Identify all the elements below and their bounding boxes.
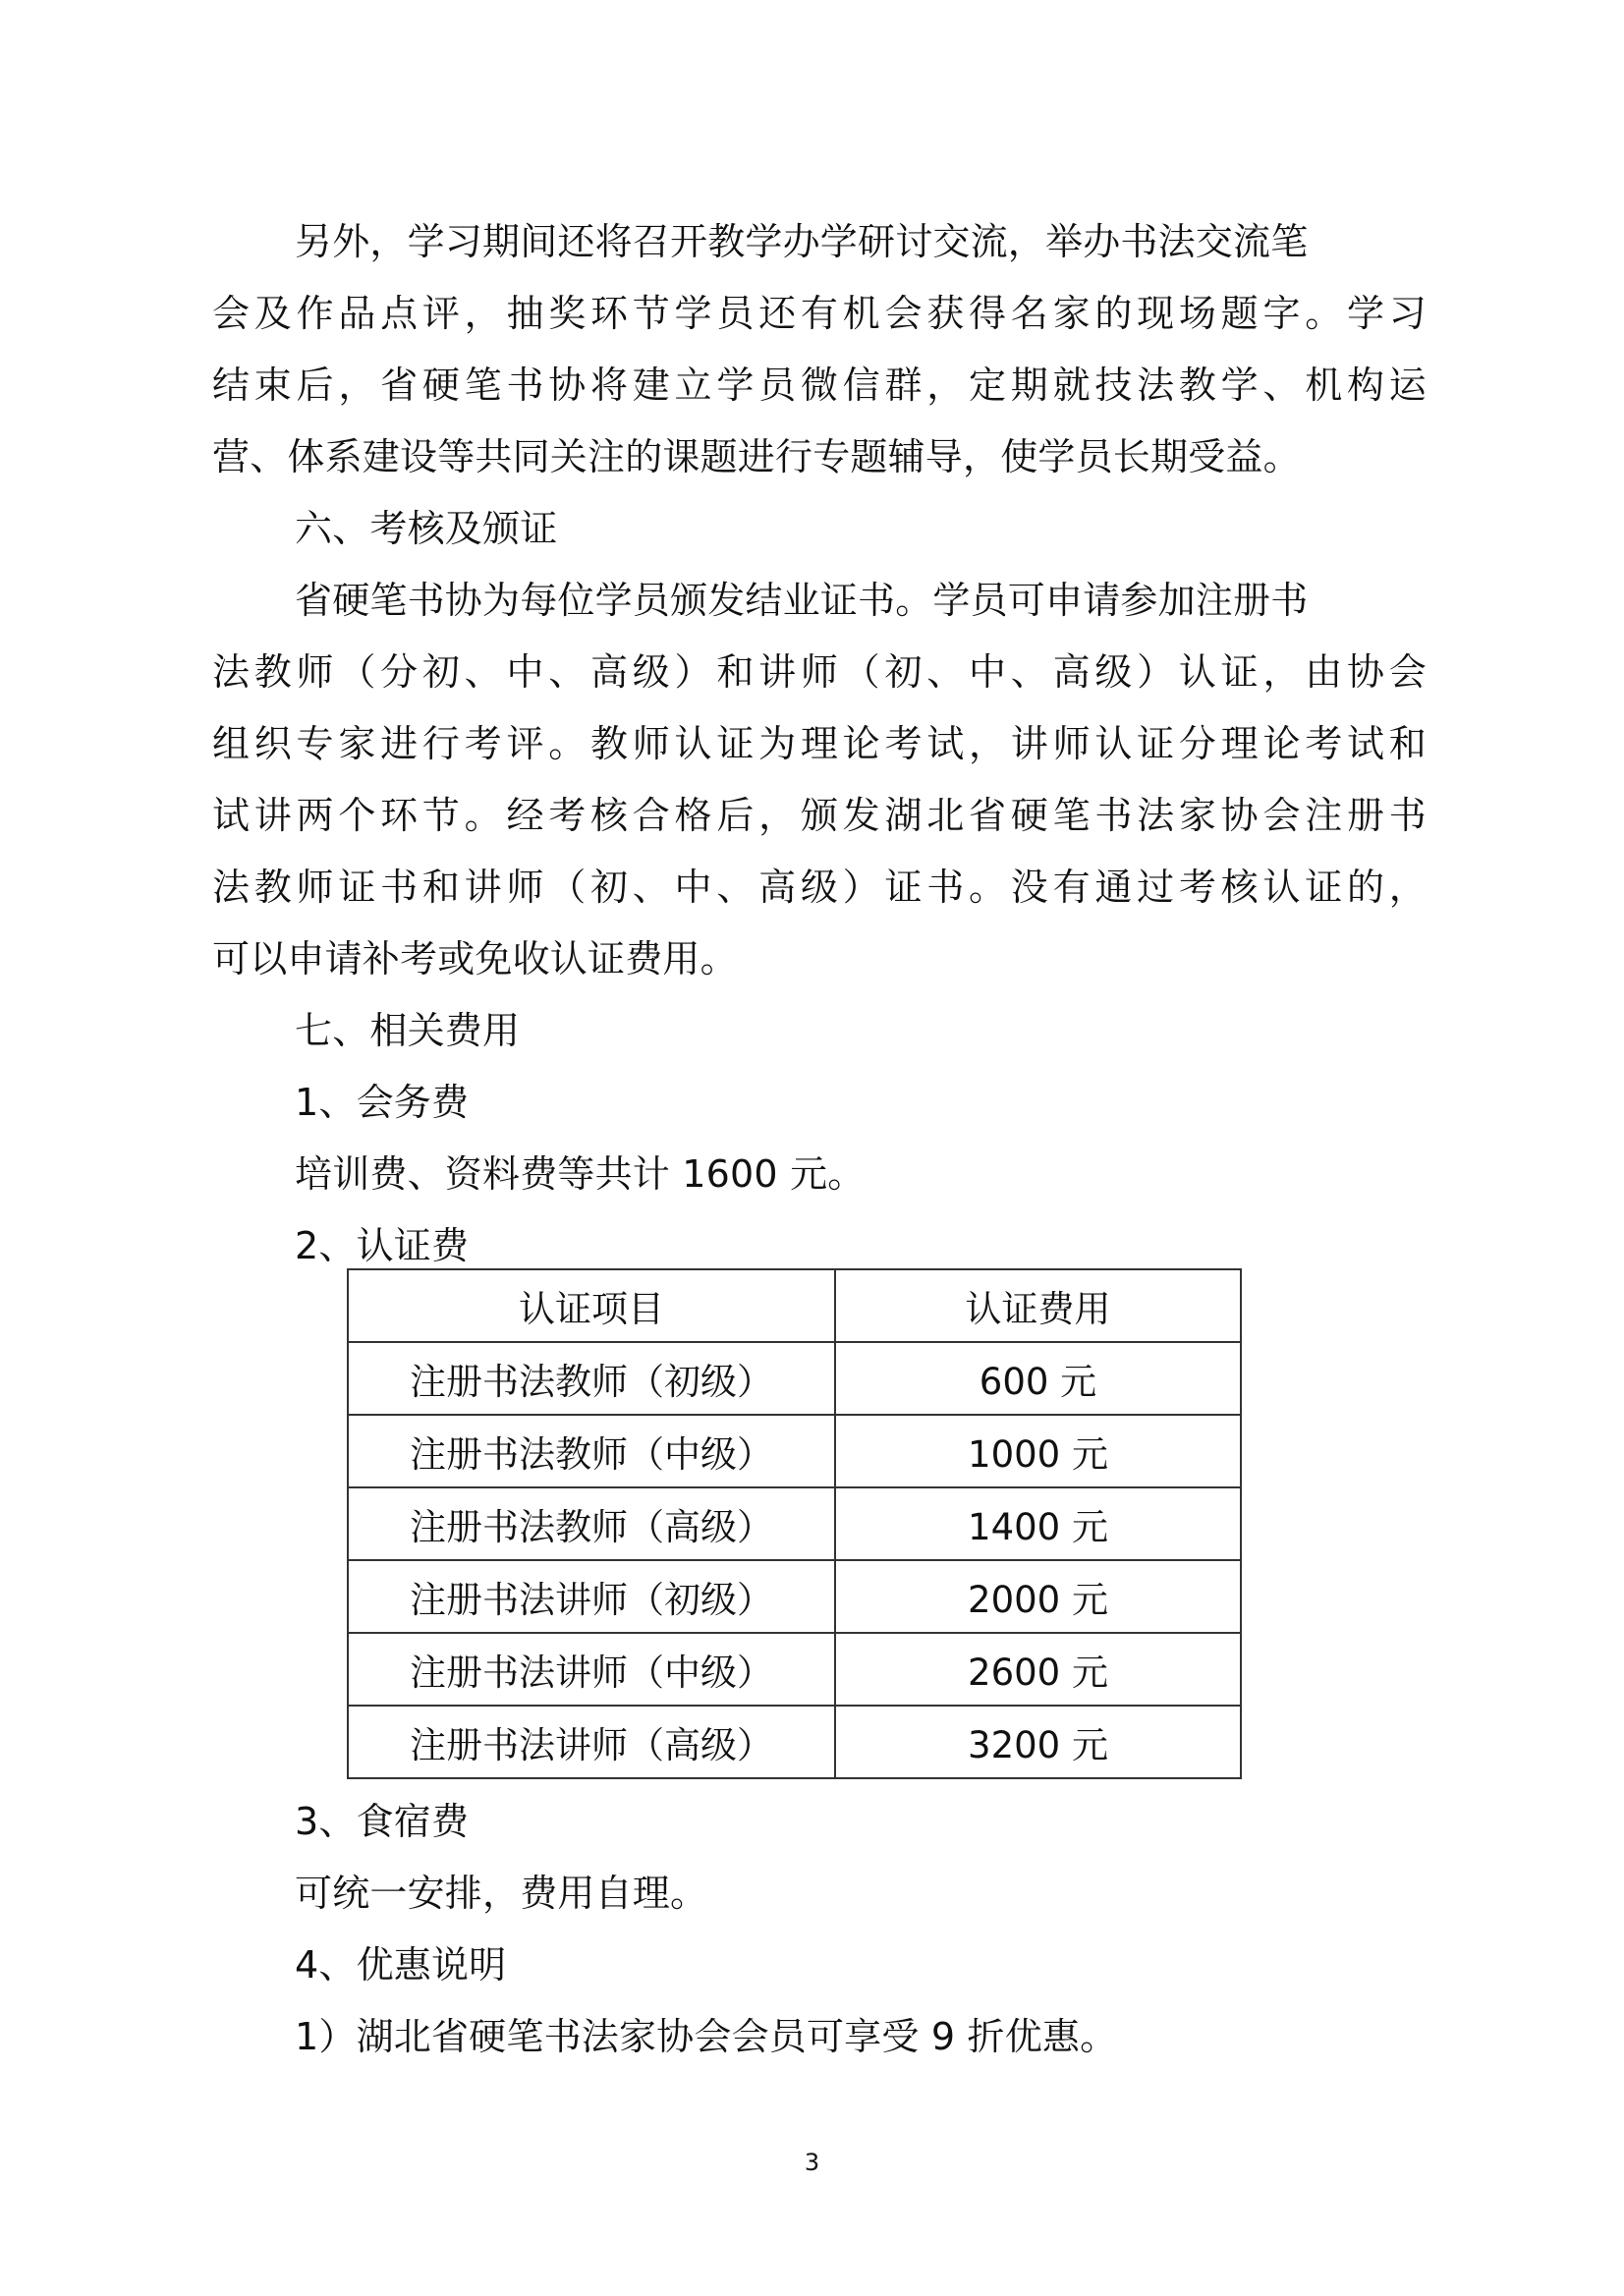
table-cell-fee: 2000 元 [835,1560,1241,1633]
table-cell-fee: 1000 元 [835,1415,1241,1487]
table-row [348,1415,1241,1487]
fee-table [347,1268,1242,1779]
fee-item-conference-text: 培训费、资料费等共计 1600 元。 [295,1152,866,1196]
table-header-fee: 认证费用 [835,1269,1241,1342]
assessment-line-2: 法教师（分初、中、高级）和讲师（初、中、高级）认证，由协会 [212,650,1427,694]
section-heading-assessment: 六、考核及颁证 [295,507,558,550]
fee-item-certification-heading: 2、认证费 [295,1224,470,1267]
table-cell-item: 注册书法教师（高级） [348,1487,835,1560]
table-cell-item: 注册书法教师（中级） [348,1415,835,1487]
table-row [348,1633,1241,1706]
table-row [348,1487,1241,1560]
page-number: 3 [804,2149,820,2176]
paragraph-line-4: 营、体系建设等共同关注的课题进行专题辅导，使学员长期受益。 [212,435,1301,478]
table-cell-item: 注册书法教师（初级） [348,1342,835,1415]
table-header-row [348,1269,1241,1342]
fee-item-accommodation-text: 可统一安排，费用自理。 [295,1872,708,1915]
table-header-item: 认证项目 [348,1269,835,1342]
table-cell-fee: 3200 元 [835,1706,1241,1778]
paragraph-line-1: 另外，学习期间还将召开教学办学研讨交流，举办书法交流笔 [295,220,1309,263]
table-row [348,1560,1241,1633]
fee-item-discount-heading: 4、优惠说明 [295,1943,507,1987]
table-row [348,1706,1241,1778]
assessment-line-5: 法教师证书和讲师（初、中、高级）证书。没有通过考核认证的， [212,866,1427,909]
assessment-line-1: 省硬笔书协为每位学员颁发结业证书。学员可申请参加注册书 [295,579,1309,622]
fee-item-conference-heading: 1、会务费 [295,1081,470,1124]
paragraph-line-2: 会及作品点评，抽奖环节学员还有机会获得名家的现场题字。学习 [212,292,1427,335]
table-cell-fee: 1400 元 [835,1487,1241,1560]
certification-fee-table [347,1268,1242,1779]
section-heading-fees: 七、相关费用 [295,1009,521,1052]
table-cell-fee: 600 元 [835,1342,1241,1415]
assessment-line-6: 可以申请补考或免收认证费用。 [212,937,738,980]
fee-item-accommodation-heading: 3、食宿费 [295,1800,470,1843]
table-cell-fee: 2600 元 [835,1633,1241,1706]
table-cell-item: 注册书法讲师（中级） [348,1633,835,1706]
assessment-line-3: 组织专家进行考评。教师认证为理论考试，讲师认证分理论考试和 [212,722,1427,765]
table-row [348,1342,1241,1415]
paragraph-line-3: 结束后，省硬笔书协将建立学员微信群，定期就技法教学、机构运 [212,364,1427,407]
table-cell-item: 注册书法讲师（初级） [348,1560,835,1633]
table-cell-item: 注册书法讲师（高级） [348,1706,835,1778]
fee-item-discount-text: 1）湖北省硬笔书法家协会会员可享受 9 折优惠。 [295,2015,1118,2058]
assessment-line-4: 试讲两个环节。经考核合格后，颁发湖北省硬笔书法家协会注册书 [212,794,1427,837]
